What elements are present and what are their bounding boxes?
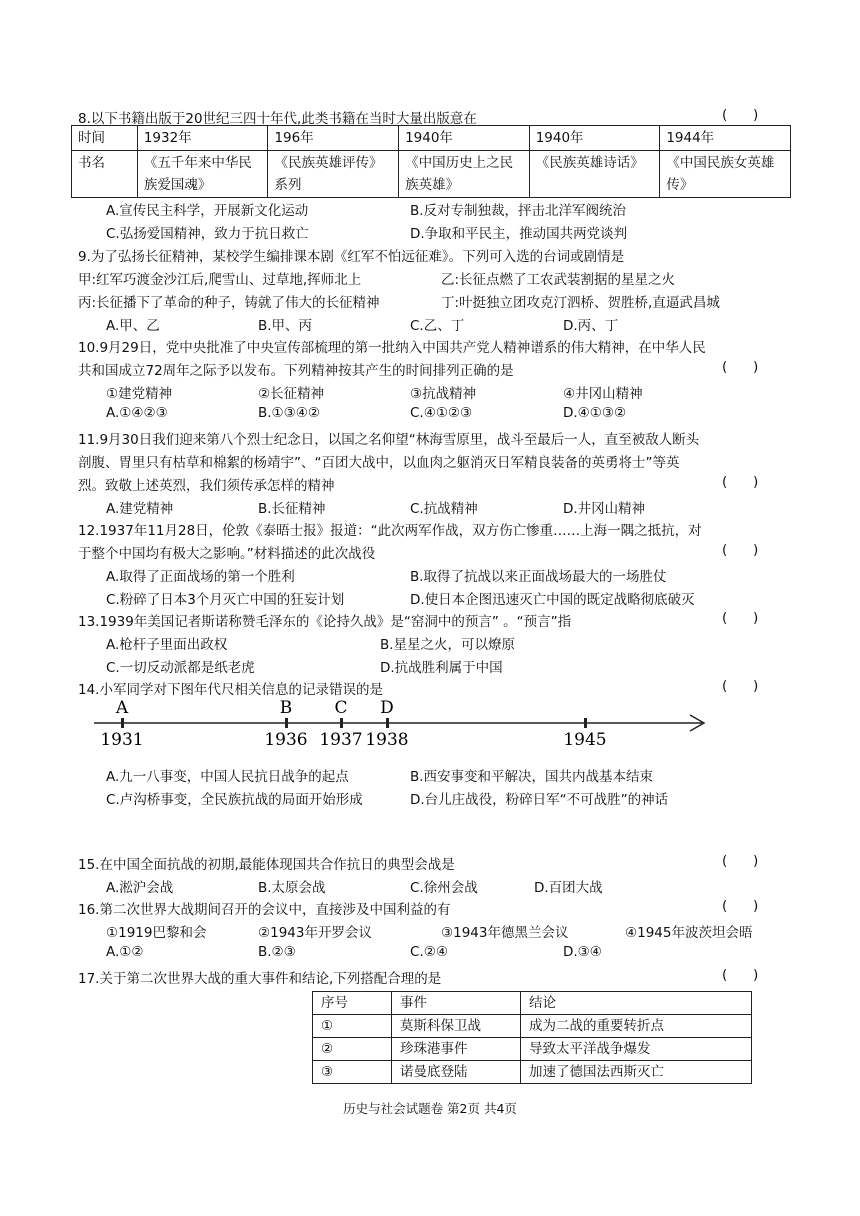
- q11-answer-blank[interactable]: ( ): [722, 474, 759, 490]
- svg-text:B: B: [279, 698, 293, 718]
- q8-book-table: [71, 125, 791, 198]
- q13-stem: 13.1939年美国记者斯诺称赞毛泽东的《论持久战》是“窑洞中的预言” 。“预言”指: [78, 614, 572, 630]
- table-row: [313, 1061, 752, 1084]
- q9-line-yi: 乙:长征点燃了工农武装割据的星星之火: [441, 272, 676, 288]
- q9-option-a[interactable]: A.甲、乙: [106, 318, 160, 334]
- svg-text:1931: 1931: [100, 730, 144, 750]
- q8-option-c[interactable]: C.弘扬爱国精神，致力于抗日救亡: [106, 226, 309, 242]
- q11-option-b[interactable]: B.长征精神: [258, 501, 326, 517]
- q12-stem-2: 于整个中国均有极大之影响。”材料描述的此次战役: [78, 546, 376, 562]
- q13-option-b[interactable]: B.星星之火，可以燎原: [380, 637, 516, 653]
- q11-option-d[interactable]: D.井冈山精神: [563, 501, 646, 517]
- q10-item: ①建党精神: [106, 386, 173, 402]
- q13-option-d[interactable]: D.抗战胜利属于中国: [380, 660, 503, 676]
- q15-stem: 15.在中国全面抗战的初期,最能体现国共合作抗日的典型会战是: [78, 857, 455, 873]
- table-cell: 《民族英雄诗话》: [529, 151, 660, 198]
- table-cell: ③: [313, 1061, 392, 1084]
- q15-answer-blank[interactable]: ( ): [722, 853, 759, 869]
- q8-option-a[interactable]: A.宣传民主科学，开展新文化运动: [106, 203, 309, 219]
- q9-line-bing: 丙:长征播下了革命的种子，铸就了伟大的长征精神: [78, 295, 380, 311]
- q16-item: ①1919巴黎和会: [106, 925, 207, 941]
- q8-answer-blank[interactable]: ( ): [722, 107, 759, 123]
- table-cell: 1944年: [660, 126, 791, 151]
- q9-line-ding: 丁:叶挺独立团攻克汀泗桥、贺胜桥,直逼武昌城: [441, 295, 720, 311]
- table-cell: 1940年: [399, 126, 530, 151]
- q14-timeline: [90, 696, 710, 752]
- q11-stem-3: 烈。致敬上述英烈，我们须传承怎样的精神: [78, 478, 335, 494]
- q12-stem-1: 12.1937年11月28日，伦敦《泰晤士报》报道：“此次两军作战，双方伤亡惨重……上海一隅之抵抗，对: [78, 523, 702, 539]
- q14-option-c[interactable]: C.卢沟桥事变，全民族抗战的局面开始形成: [106, 792, 363, 808]
- q9-option-b[interactable]: B.甲、丙: [258, 318, 313, 334]
- q11-stem-1: 11.9月30日我们迎来第八个烈士纪念日，以国之名仰望“林海雪原里，战斗至最后一人，直至被敌人断头: [78, 432, 700, 448]
- table-cell: 《民族英雄评传》系列: [268, 151, 399, 198]
- q12-option-c[interactable]: C.粉碎了日本3个月灭亡中国的狂妄计划: [106, 592, 345, 608]
- q11-option-c[interactable]: C.抗战精神: [410, 501, 478, 517]
- q10-item: ③抗战精神: [410, 386, 477, 402]
- table-cell: 《五千年来中华民族爱国魂》: [137, 151, 268, 198]
- page-footer: 历史与社会试题卷 第2页 共4页: [343, 1101, 517, 1116]
- q9-stem: 9.为了弘扬长征精神，某校学生编排课本剧《红军不怕远征难》。下列可入选的台词或剧情是: [78, 249, 625, 265]
- q10-answer-blank[interactable]: ( ): [722, 359, 759, 375]
- q17-answer-blank[interactable]: ( ): [722, 967, 759, 983]
- q13-answer-blank[interactable]: ( ): [722, 610, 759, 626]
- q14-option-a[interactable]: A.九一八事变，中国人民抗日战争的起点: [106, 769, 349, 785]
- svg-text:1936: 1936: [264, 730, 308, 750]
- table-cell: 成为二战的重要转折点: [521, 1015, 752, 1038]
- svg-text:1938: 1938: [365, 730, 409, 750]
- q14-option-b[interactable]: B.西安事变和平解决，国共内战基本结束: [410, 769, 654, 785]
- q9-line-jia: 甲:红军巧渡金沙江后,爬雪山、过草地,挥师北上: [78, 272, 362, 288]
- timeline-tick: [365, 698, 408, 750]
- q10-item: ②长征精神: [258, 386, 325, 402]
- timeline-tick: [264, 698, 307, 750]
- q9-option-c[interactable]: C.乙、丁: [410, 318, 465, 334]
- q11-option-a[interactable]: A.建党精神: [106, 501, 174, 517]
- table-row: [313, 1015, 752, 1038]
- q12-option-b[interactable]: B.取得了抗战以来正面战场最大的一场胜仗: [410, 569, 667, 585]
- table-row: [72, 126, 791, 151]
- table-cell: 结论: [521, 992, 752, 1015]
- q15-option-d[interactable]: D.百团大战: [534, 880, 603, 896]
- q11-stem-2: 剖腹、胃里只有枯草和棉絮的杨靖宇”、“百团大战中，以血肉之躯消灭日军精良装备的英勇将士”等英: [78, 455, 680, 471]
- q10-option-a[interactable]: A.①④②③: [106, 405, 168, 421]
- q10-stem-2: 共和国成立72周年之际予以发布。下列精神按其产生的时间排列正确的是: [78, 363, 514, 379]
- q14-answer-blank[interactable]: ( ): [722, 678, 759, 694]
- table-cell: 莫斯科保卫战: [392, 1015, 521, 1038]
- table-cell: 导致太平洋战争爆发: [521, 1038, 752, 1061]
- table-cell: 书名: [72, 151, 138, 198]
- q16-stem: 16.第二次世界大战期间召开的会议中，直接涉及中国利益的有: [78, 902, 451, 918]
- table-row: [313, 992, 752, 1015]
- q12-option-a[interactable]: A.取得了正面战场的第一个胜利: [106, 569, 295, 585]
- timeline-tick: [319, 698, 362, 750]
- q17-stem: 17.关于第二次世界大战的重大事件和结论,下列搭配合理的是: [78, 971, 442, 987]
- table-cell: 196年: [268, 126, 399, 151]
- svg-text:D: D: [380, 698, 394, 718]
- table-cell: 序号: [313, 992, 392, 1015]
- q16-item: ③1943年德黑兰会议: [441, 925, 569, 941]
- timeline-tick: [100, 698, 143, 750]
- q9-option-d[interactable]: D.丙、丁: [563, 318, 619, 334]
- q10-stem-1: 10.9月29日，党中央批准了中央宣传部梳理的第一批纳入中国共产党人精神谱系的伟大精神，在中华人民: [78, 340, 706, 356]
- q15-option-b[interactable]: B.太原会战: [258, 880, 326, 896]
- q10-option-c[interactable]: C.④①②③: [410, 405, 473, 421]
- q16-option-a[interactable]: A.①②: [106, 944, 144, 960]
- table-cell: 1932年: [137, 126, 268, 151]
- q10-item: ④井冈山精神: [563, 386, 643, 402]
- q13-option-a[interactable]: A.枪杆子里面出政权: [106, 637, 228, 653]
- q8-stem: 8.以下书籍出版于20世纪三四十年代,此类书籍在当时大量出版意在: [78, 111, 477, 127]
- table-cell: 时间: [72, 126, 138, 151]
- q8-option-b[interactable]: B.反对专制独裁，抨击北洋军阀统治: [410, 203, 627, 219]
- q8-option-d[interactable]: D.争取和平民主，推动国共两党谈判: [410, 226, 628, 242]
- table-cell: 事件: [392, 992, 521, 1015]
- table-cell: 《中国历史上之民族英雄》: [399, 151, 530, 198]
- q15-option-c[interactable]: C.徐州会战: [410, 880, 478, 896]
- q16-option-d[interactable]: D.③④: [563, 944, 602, 960]
- svg-text:C: C: [334, 698, 348, 718]
- q13-option-c[interactable]: C.一切反动派都是纸老虎: [106, 660, 255, 676]
- svg-text:A: A: [115, 698, 129, 718]
- table-row: [313, 1038, 752, 1061]
- q16-item: ④1945年波茨坦会晤: [625, 925, 753, 941]
- q12-option-d[interactable]: D.使日本企图迅速灭亡中国的既定战略彻底破灭: [410, 592, 695, 608]
- table-cell: ①: [313, 1015, 392, 1038]
- q17-event-table: [312, 991, 752, 1084]
- table-cell: 《中国民族女英雄传》: [660, 151, 791, 198]
- q14-stem: 14.小军同学对下图年代尺相关信息的记录错误的是: [78, 682, 383, 698]
- q16-item: ②1943年开罗会议: [258, 925, 372, 941]
- table-cell: 1940年: [529, 126, 660, 151]
- q15-option-a[interactable]: A.淞沪会战: [106, 880, 174, 896]
- q12-answer-blank[interactable]: ( ): [722, 542, 759, 558]
- table-cell: 诺曼底登陆: [392, 1061, 521, 1084]
- table-row: [72, 151, 791, 198]
- table-cell: 加速了德国法西斯灭亡: [521, 1061, 752, 1084]
- q10-option-b[interactable]: B.①③④②: [258, 405, 320, 421]
- svg-text:1945: 1945: [563, 730, 607, 750]
- q16-option-b[interactable]: B.②③: [258, 944, 296, 960]
- q16-option-c[interactable]: C.②④: [410, 944, 448, 960]
- table-cell: ②: [313, 1038, 392, 1061]
- svg-text:1937: 1937: [319, 730, 363, 750]
- q14-option-d[interactable]: D.台儿庄战役，粉碎日军“不可战胜”的神话: [410, 792, 669, 808]
- table-cell: 珍珠港事件: [392, 1038, 521, 1061]
- q10-option-d[interactable]: D.④①③②: [563, 405, 627, 421]
- q16-answer-blank[interactable]: ( ): [722, 898, 759, 914]
